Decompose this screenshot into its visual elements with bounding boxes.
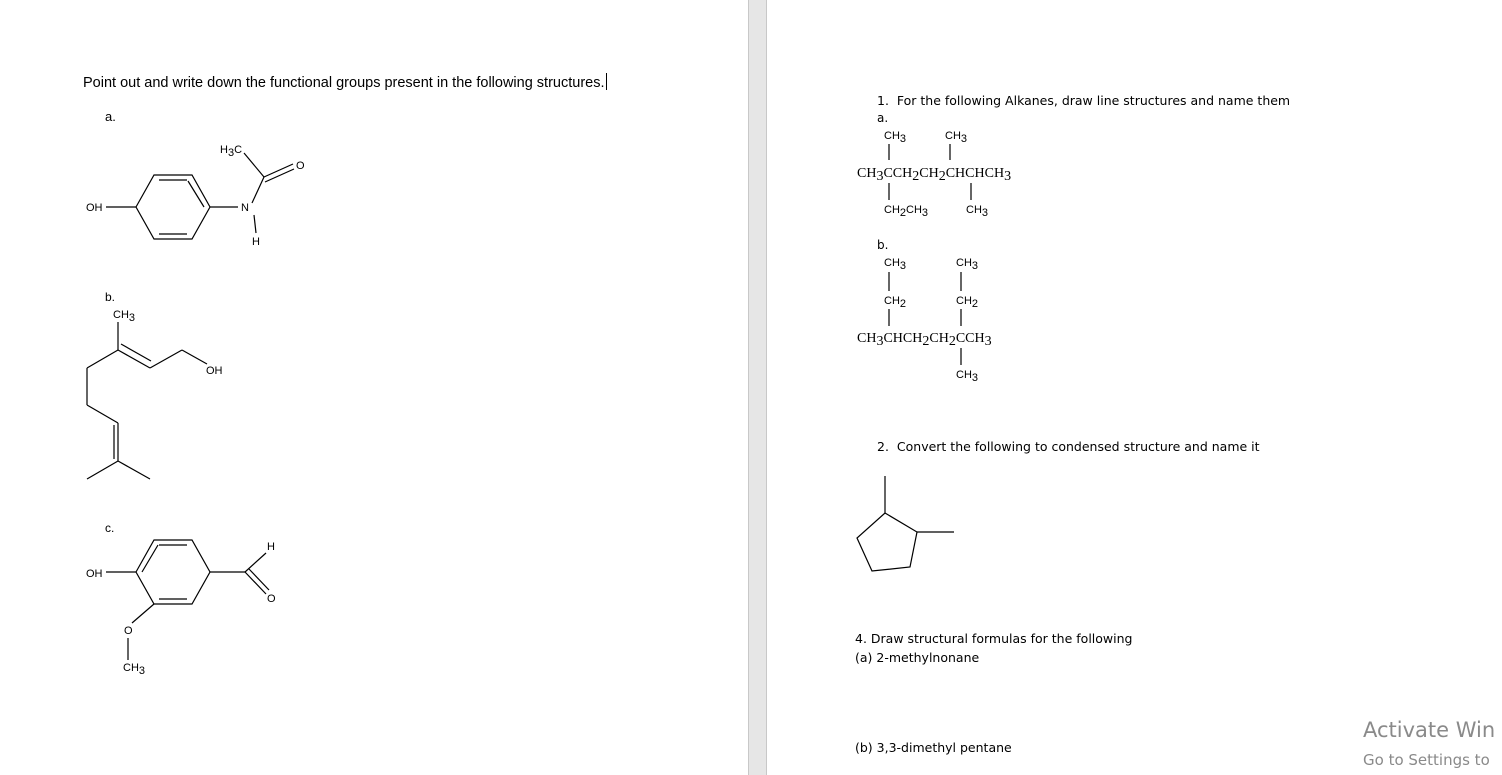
atom-o-ether: O	[124, 625, 133, 637]
svg-text:CH3: CH3	[956, 257, 979, 272]
q1-b-label: b.	[877, 238, 889, 252]
atom-oh-b: OH	[206, 365, 223, 377]
q4-a: (a) 2-methylnonane	[855, 650, 980, 665]
svg-text:CH3CHCH2CH2CCH3: CH3CHCH2CH2CCH3	[857, 331, 992, 349]
atom-o-aldehyde: O	[267, 593, 276, 605]
q1-heading: 1. For the following Alkanes, draw line structures and name them	[877, 93, 1291, 108]
svg-text:CH3: CH3	[966, 204, 989, 219]
svg-text:CH3: CH3	[945, 130, 968, 145]
svg-text:CH3: CH3	[123, 662, 146, 677]
svg-text:CH3: CH3	[884, 130, 907, 145]
q4-heading: 4. Draw structural formulas for the following	[855, 631, 1133, 646]
atom-n: N	[241, 202, 249, 214]
q2-heading: 2. Convert the following to condensed structure and name it	[877, 439, 1260, 454]
atom-h-c: H	[267, 541, 275, 553]
atom-oh-c: OH	[86, 568, 103, 580]
svg-text:CH3CCH2CH2CHCHCH3: CH3CCH2CH2CHCHCH3	[857, 166, 1012, 184]
svg-text:H3C: H3C	[220, 144, 243, 159]
structure-c-label: c.	[105, 521, 115, 535]
atom-oh: OH	[86, 202, 103, 214]
svg-text:CH3: CH3	[956, 369, 979, 384]
svg-text:CH3: CH3	[884, 257, 907, 272]
atom-o: O	[296, 160, 305, 172]
atom-h: H	[252, 236, 260, 248]
q4-b: (b) 3,3-dimethyl pentane	[855, 740, 1012, 755]
svg-text:CH3: CH3	[113, 309, 136, 324]
q1-a-label: a.	[877, 111, 889, 125]
activation-watermark-title: Activate Win	[1363, 718, 1496, 742]
svg-text:CH2: CH2	[956, 295, 979, 310]
svg-text:CH2: CH2	[884, 295, 907, 310]
structure-a-label: a.	[105, 109, 116, 124]
activation-watermark-link[interactable]: Go to Settings to	[1363, 751, 1490, 769]
structure-b-label: b.	[105, 290, 116, 304]
svg-text:CH2CH3: CH2CH3	[884, 204, 929, 219]
instruction-label: Point out and write down the functional groups present in the following structures.	[83, 75, 605, 91]
